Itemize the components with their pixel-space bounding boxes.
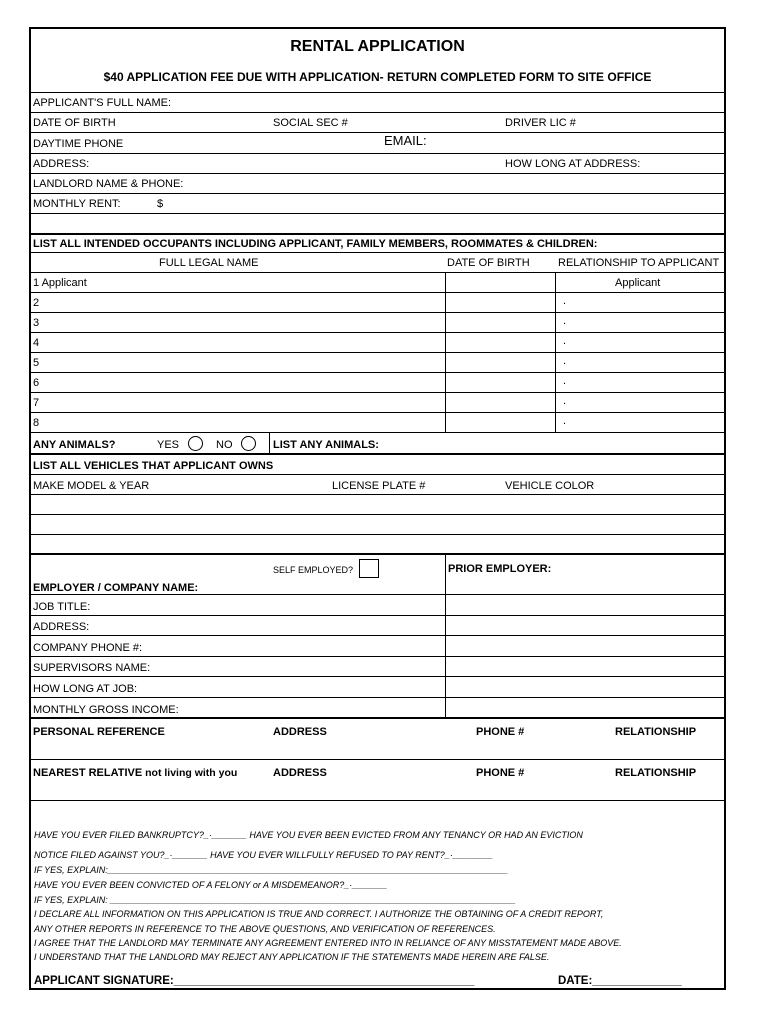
col-relationship: RELATIONSHIP TO APPLICANT <box>558 257 720 269</box>
self-employed-checkbox[interactable] <box>359 559 379 578</box>
occupant-number: 2 <box>33 297 40 309</box>
how-long-job-row[interactable] <box>31 677 724 698</box>
signature-date-line[interactable]: DATE:______________ <box>558 975 682 987</box>
explain-line-2[interactable]: IF YES, EXPLAIN: _________________________________________________________________________________ <box>34 895 516 905</box>
occupant-row-5[interactable] <box>31 353 724 373</box>
not-living-with-you-text: not living with you <box>142 767 238 779</box>
dollar-sign: $ <box>157 198 164 210</box>
personal-reference-row[interactable] <box>31 719 724 760</box>
applicant-name-label: APPLICANT'S FULL NAME: <box>33 97 172 109</box>
rental-application-form <box>29 27 726 990</box>
list-animals-label[interactable]: LIST ANY ANIMALS: <box>273 439 379 451</box>
occupant-number: 6 <box>33 377 40 389</box>
job-title-label: JOB TITLE: <box>33 601 91 613</box>
occupant-row-4[interactable] <box>31 333 724 353</box>
landlord-row[interactable] <box>31 174 724 194</box>
occupant-number: 3 <box>33 317 40 329</box>
address-row[interactable] <box>31 154 724 174</box>
occupant-relationship: . <box>563 395 567 407</box>
fee-notice: $40 APPLICATION FEE DUE WITH APPLICATION- RETURN COMPLETED FORM TO SITE OFFICE <box>103 70 652 84</box>
declaration-line-4: I UNDERSTAND THAT THE LANDLORD MAY REJECT ANY APPLICATION IF THE STATEMENTS MADE HEREIN ARE FALSE. <box>34 952 550 962</box>
occupant-row-1[interactable] <box>31 273 724 293</box>
animals-divider <box>269 433 270 455</box>
dob-ssn-row[interactable] <box>31 113 724 133</box>
self-employed-label: SELF EMPLOYED? <box>273 565 354 575</box>
col-full-legal-name: FULL LEGAL NAME <box>159 257 259 269</box>
vehicle-row-1[interactable] <box>31 495 724 515</box>
prior-employer-label: PRIOR EMPLOYER: <box>448 563 552 575</box>
occupant-number: 1 Applicant <box>33 277 87 289</box>
nearest-relative-label <box>33 767 237 780</box>
page-title: RENTAL APPLICATION <box>290 38 465 55</box>
supervisor-row[interactable] <box>31 657 724 677</box>
title-block <box>31 29 724 93</box>
occupant-row-6[interactable] <box>31 373 724 393</box>
felony-question: HAVE YOU EVER BEEN CONVICTED OF A FELONY or A MISDEMEANOR?_·_______ <box>34 880 388 890</box>
vehicles-header-row <box>31 455 724 475</box>
employment-header-row <box>31 555 724 595</box>
occupant-row-8[interactable] <box>31 413 724 433</box>
phone-email-row[interactable] <box>31 133 724 154</box>
supervisor-label: SUPERVISORS NAME: <box>33 662 151 674</box>
eviction-refused-rent-question: NOTICE FILED AGAINST YOU?_·_______ HAVE YOU EVER WILLFULLY REFUSED TO PAY RENT?_·________ <box>34 850 493 860</box>
nearest-relative-row[interactable] <box>31 760 724 801</box>
email-label: EMAIL: <box>384 133 427 148</box>
how-long-job-label: HOW LONG AT JOB: <box>33 683 138 695</box>
dob-label: DATE OF BIRTH <box>33 117 116 129</box>
monthly-rent-label: MONTHLY RENT: <box>33 198 121 210</box>
occupant-relationship: . <box>563 315 567 327</box>
employer-address-label: ADDRESS: <box>33 621 90 633</box>
declaration-line-1: I DECLARE ALL INFORMATION ON THIS APPLICATION IS TRUE AND CORRECT. I AUTHORIZE THE OBTAINING OF A CREDIT REPORT, <box>34 909 604 919</box>
occupant-number: 4 <box>33 337 40 349</box>
occupants-divider-rel <box>555 273 556 433</box>
occupant-relationship: . <box>563 375 567 387</box>
any-animals-label: ANY ANIMALS? <box>33 439 116 451</box>
ssn-label: SOCIAL SEC # <box>273 117 348 129</box>
explain-line-1[interactable]: IF YES, EXPLAIN:________________________________________________________________________________ <box>34 865 509 875</box>
monthly-income-label: MONTHLY GROSS INCOME: <box>33 704 179 716</box>
occupants-columns-row <box>31 253 724 273</box>
employer-address-row[interactable] <box>31 616 724 636</box>
applicant-signature-line[interactable]: APPLICANT SIGNATURE:_______________________________________________ <box>34 975 475 987</box>
occupant-relationship: . <box>563 295 567 307</box>
animals-no-radio[interactable] <box>241 436 256 451</box>
occupant-number: 5 <box>33 357 40 369</box>
relative-phone-label: PHONE # <box>476 767 525 779</box>
occupants-header: LIST ALL INTENDED OCCUPANTS INCLUDING APPLICANT, FAMILY MEMBERS, ROOMMATES & CHILDREN: <box>33 238 598 250</box>
occupant-row-3[interactable] <box>31 313 724 333</box>
nearest-relative-text: NEAREST RELATIVE <box>33 767 143 779</box>
reference-phone-label: PHONE # <box>476 726 525 738</box>
occupant-row-2[interactable] <box>31 293 724 313</box>
company-phone-row[interactable] <box>31 636 724 657</box>
how-long-label: HOW LONG AT ADDRESS: <box>505 158 641 170</box>
col-license-plate: LICENSE PLATE # <box>332 480 426 492</box>
monthly-rent-row[interactable] <box>31 194 724 214</box>
blank-row <box>31 214 724 235</box>
relative-address-label: ADDRESS <box>273 767 327 779</box>
occupant-number: 7 <box>33 397 40 409</box>
phone-label: DAYTIME PHONE <box>33 138 124 150</box>
occupant-relationship: . <box>563 355 567 367</box>
address-label: ADDRESS: <box>33 158 90 170</box>
reference-relationship-label: RELATIONSHIP <box>615 726 697 738</box>
declaration-line-3: I AGREE THAT THE LANDLORD MAY TERMINATE ANY AGREEMENT ENTERED INTO IN RELIANCE OF ANY MISSTATEMENT MADE ABOVE. <box>34 938 622 948</box>
animals-row <box>31 433 724 455</box>
bankruptcy-eviction-question: HAVE YOU EVER FILED BANKRUPTCY?_·_______ HAVE YOU EVER BEEN EVICTED FROM ANY TENANCY OR HAD AN EVICTION <box>34 830 583 840</box>
job-title-row[interactable] <box>31 595 724 616</box>
vehicles-columns-row <box>31 475 724 495</box>
landlord-label: LANDLORD NAME & PHONE: <box>33 178 184 190</box>
vehicle-row-2[interactable] <box>31 515 724 535</box>
col-date-of-birth: DATE OF BIRTH <box>447 257 530 269</box>
occupants-header-row <box>31 235 724 253</box>
occupant-row-7[interactable] <box>31 393 724 413</box>
occupant-relationship: . <box>563 415 567 427</box>
employer-company-label: EMPLOYER / COMPANY NAME: <box>33 582 199 594</box>
animals-no-label: NO <box>216 439 233 451</box>
col-make-model-year: MAKE MODEL & YEAR <box>33 480 150 492</box>
reference-address-label: ADDRESS <box>273 726 327 738</box>
animals-yes-radio[interactable] <box>188 436 203 451</box>
animals-yes-label: YES <box>157 439 180 451</box>
declaration-line-2: ANY OTHER REPORTS IN REFERENCE TO THE ABOVE QUESTIONS, AND VERIFICATION OF REFERENCES. <box>34 924 496 934</box>
occupants-divider-dob <box>445 273 446 433</box>
col-vehicle-color: VEHICLE COLOR <box>505 480 595 492</box>
company-phone-label: COMPANY PHONE #: <box>33 642 143 654</box>
applicant-name-row[interactable] <box>31 93 724 113</box>
occupant-relationship: Applicant <box>615 277 661 289</box>
occupant-number: 8 <box>33 417 40 429</box>
monthly-income-row[interactable] <box>31 698 724 719</box>
occupant-relationship: . <box>563 335 567 347</box>
driver-lic-label: DRIVER LIC # <box>505 117 576 129</box>
vehicle-row-3[interactable] <box>31 535 724 555</box>
personal-reference-label: PERSONAL REFERENCE <box>33 726 165 738</box>
vehicles-header: LIST ALL VEHICLES THAT APPLICANT OWNS <box>33 460 274 472</box>
relative-relationship-label: RELATIONSHIP <box>615 767 697 779</box>
